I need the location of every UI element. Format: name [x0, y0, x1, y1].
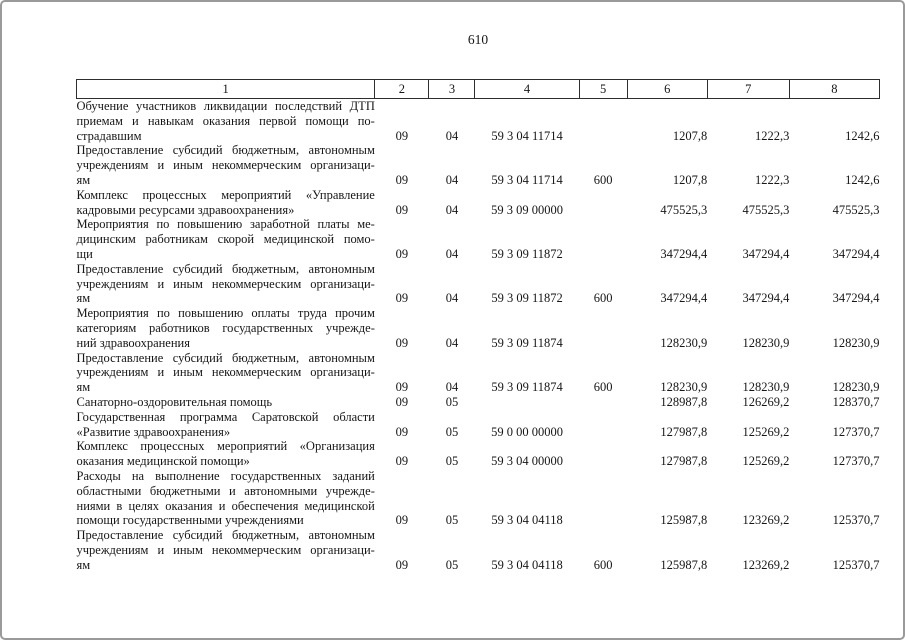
cell-col8: 1242,6 — [845, 172, 880, 187]
activity-name-line: учреждениям и иным некоммерческим организаци- — [76, 276, 375, 291]
cell-col3: 04 — [445, 291, 459, 306]
activity-name-line: ям — [76, 380, 91, 395]
cell-col2: 09 — [395, 246, 409, 261]
activity-name-line: учреждениям и иным некоммерческим организаци- — [76, 365, 375, 380]
cell-col6: 347294,4 — [660, 246, 708, 261]
page-number: 610 — [467, 32, 489, 47]
activity-name-line: учреждениям и иным некоммерческим организаци- — [76, 542, 375, 557]
cell-col2: 09 — [395, 513, 409, 528]
cell-col2: 09 — [395, 202, 409, 217]
header-cell-7: 7 — [707, 80, 789, 99]
cell-col4: 59 0 00 00000 — [491, 424, 563, 439]
table-row — [77, 439, 880, 469]
cell-col4: 59 3 09 11872 — [491, 246, 563, 261]
cell-activity-name — [77, 99, 375, 144]
activity-name-line: ям — [76, 291, 91, 306]
cell-col3: 04 — [445, 128, 459, 143]
cell-col2: 09 — [395, 557, 409, 572]
table-row — [77, 528, 880, 572]
activity-name-line: щи — [76, 246, 93, 261]
activity-name-line: приемам и навыкам оказания первой помощи по- — [76, 113, 375, 128]
activity-name-line: Комплекс процессных мероприятий «Организация — [76, 439, 375, 454]
cell-col8: 1242,6 — [845, 128, 880, 143]
cell-col5: 600 — [593, 380, 613, 395]
cell-col2: 09 — [395, 394, 409, 409]
cell-col8: 125370,7 — [832, 513, 880, 528]
cell-col4: 59 3 04 00000 — [491, 454, 563, 469]
cell-col7: 475525,3 — [742, 202, 790, 217]
cell-col8: 475525,3 — [832, 202, 880, 217]
cell-col6: 127987,8 — [660, 454, 708, 469]
table-row — [77, 188, 880, 218]
cell-col8: 127370,7 — [832, 454, 880, 469]
cell-col6: 1207,8 — [672, 172, 708, 187]
header-cell-8: 8 — [789, 80, 879, 99]
cell-col7: 123269,2 — [742, 513, 790, 528]
table-header-row — [77, 80, 880, 99]
table-row — [77, 410, 880, 440]
cell-col6: 128230,9 — [660, 380, 708, 395]
cell-col7: 1222,3 — [754, 172, 790, 187]
cell-col7: 347294,4 — [742, 246, 790, 261]
activity-name-line: ниями в целях оказания и обеспечения медицинской — [76, 498, 375, 513]
activity-name-line: областными бюджетными и автономными учрежде- — [76, 483, 375, 498]
cell-col4: 59 3 09 11874 — [491, 335, 563, 350]
activity-name-line: Мероприятия по повышению заработной платы ме- — [76, 217, 375, 232]
cell-col5: 600 — [593, 172, 613, 187]
activity-name-line: кадровыми ресурсами здравоохранения» — [76, 202, 295, 217]
cell-col4: 59 3 04 04118 — [491, 557, 563, 572]
activity-name-line: Санаторно-оздоровительная помощь — [76, 394, 273, 409]
cell-activity-name — [77, 262, 375, 306]
activity-name-line: Комплекс процессных мероприятий «Управление — [76, 187, 375, 202]
header-cell-5: 5 — [579, 80, 627, 99]
table-row — [77, 143, 880, 187]
cell-col2: 09 — [395, 454, 409, 469]
cell-col3: 04 — [445, 172, 459, 187]
cell-col5 — [579, 410, 627, 440]
activity-name-line: помощи государственными учреждениями — [76, 513, 304, 528]
activity-name-line: ний здравоохранения — [76, 335, 190, 350]
table-row — [77, 351, 880, 395]
activity-name-line: «Развитие здравоохранения» — [76, 424, 231, 439]
header-cell-2: 2 — [375, 80, 429, 99]
cell-col7: 123269,2 — [742, 557, 790, 572]
cell-col3: 05 — [445, 424, 459, 439]
cell-col3: 05 — [445, 394, 459, 409]
cell-col6: 1207,8 — [672, 128, 708, 143]
cell-activity-name — [77, 469, 375, 528]
cell-col6: 127987,8 — [660, 424, 708, 439]
cell-col4 — [475, 395, 579, 410]
cell-col5 — [579, 217, 627, 261]
cell-col7: 125269,2 — [742, 454, 790, 469]
cell-col2: 09 — [395, 335, 409, 350]
cell-col6: 475525,3 — [660, 202, 708, 217]
header-cell-4: 4 — [475, 80, 579, 99]
table-row — [77, 469, 880, 528]
activity-name-line: страдавшим — [76, 128, 142, 143]
table-row — [77, 306, 880, 350]
cell-col7: 126269,2 — [742, 394, 790, 409]
header-cell-1: 1 — [77, 80, 375, 99]
activity-name-line: Мероприятия по повышению оплаты труда прочим — [76, 306, 375, 321]
cell-col5 — [579, 99, 627, 144]
cell-col3: 05 — [445, 454, 459, 469]
cell-col8: 128230,9 — [832, 380, 880, 395]
cell-col8: 128370,7 — [832, 394, 880, 409]
activity-name-line: Предоставление субсидий бюджетным, автономным — [76, 350, 375, 365]
table-body — [77, 99, 880, 573]
cell-col8: 347294,4 — [832, 291, 880, 306]
cell-col2: 09 — [395, 128, 409, 143]
table-row — [77, 99, 880, 144]
cell-col6: 347294,4 — [660, 291, 708, 306]
activity-name-line: Государственная программа Саратовской области — [76, 409, 375, 424]
cell-col7: 347294,4 — [742, 291, 790, 306]
activity-name-line: учреждениям и иным некоммерческим организаци- — [76, 158, 375, 173]
activity-name-line: оказания медицинской помощи» — [76, 454, 250, 469]
cell-col8: 128230,9 — [832, 335, 880, 350]
cell-col5 — [579, 395, 627, 410]
cell-activity-name — [77, 351, 375, 395]
cell-col3: 04 — [445, 380, 459, 395]
cell-col3: 05 — [445, 557, 459, 572]
cell-col2: 09 — [395, 291, 409, 306]
table-row — [77, 262, 880, 306]
cell-col7: 1222,3 — [754, 128, 790, 143]
cell-col2: 09 — [395, 424, 409, 439]
budget-table — [76, 79, 880, 573]
table-row — [77, 217, 880, 261]
cell-activity-name — [77, 217, 375, 261]
cell-col3: 04 — [445, 246, 459, 261]
activity-name-line: ям — [76, 172, 91, 187]
cell-col4: 59 3 04 11714 — [491, 172, 563, 187]
activity-name-line: Предоставление субсидий бюджетным, автономным — [76, 143, 375, 158]
activity-name-line: категориям работников государственных учрежде- — [76, 320, 375, 335]
table-row — [77, 395, 880, 410]
cell-activity-name — [77, 395, 375, 410]
activity-name-line: Расходы на выполнение государственных заданий — [76, 468, 375, 483]
cell-col8: 127370,7 — [832, 424, 880, 439]
cell-col6: 128987,8 — [660, 394, 708, 409]
cell-col5 — [579, 439, 627, 469]
cell-activity-name — [77, 410, 375, 440]
activity-name-line: дицинским работникам скорой медицинской помо- — [76, 232, 375, 247]
cell-col6: 125987,8 — [660, 557, 708, 572]
activity-name-line: ям — [76, 557, 91, 572]
cell-activity-name — [77, 143, 375, 187]
cell-col4: 59 3 09 11872 — [491, 291, 563, 306]
activity-name-line: Предоставление субсидий бюджетным, автономным — [76, 528, 375, 543]
cell-col5 — [579, 188, 627, 218]
cell-col3: 04 — [445, 202, 459, 217]
cell-activity-name — [77, 528, 375, 572]
cell-col2: 09 — [395, 172, 409, 187]
cell-col4: 59 3 04 11714 — [491, 128, 563, 143]
table-header — [77, 80, 880, 99]
cell-col5 — [579, 306, 627, 350]
cell-col4: 59 3 09 00000 — [491, 202, 563, 217]
cell-col5: 600 — [593, 557, 613, 572]
cell-col7: 125269,2 — [742, 424, 790, 439]
header-cell-6: 6 — [627, 80, 707, 99]
header-cell-3: 3 — [429, 80, 475, 99]
cell-activity-name — [77, 188, 375, 218]
cell-activity-name — [77, 439, 375, 469]
activity-name-line: Обучение участников ликвидации последствий ДТП — [76, 99, 375, 113]
cell-col5: 600 — [593, 291, 613, 306]
activity-name-line: Предоставление субсидий бюджетным, автономным — [76, 261, 375, 276]
cell-col5 — [579, 469, 627, 528]
cell-col3: 05 — [445, 513, 459, 528]
cell-activity-name — [77, 306, 375, 350]
cell-col7: 128230,9 — [742, 380, 790, 395]
cell-col8: 125370,7 — [832, 557, 880, 572]
cell-col6: 125987,8 — [660, 513, 708, 528]
cell-col2: 09 — [395, 380, 409, 395]
cell-col4: 59 3 04 04118 — [491, 513, 563, 528]
cell-col4: 59 3 09 11874 — [491, 380, 563, 395]
cell-col7: 128230,9 — [742, 335, 790, 350]
cell-col8: 347294,4 — [832, 246, 880, 261]
cell-col3: 04 — [445, 335, 459, 350]
cell-col6: 128230,9 — [660, 335, 708, 350]
